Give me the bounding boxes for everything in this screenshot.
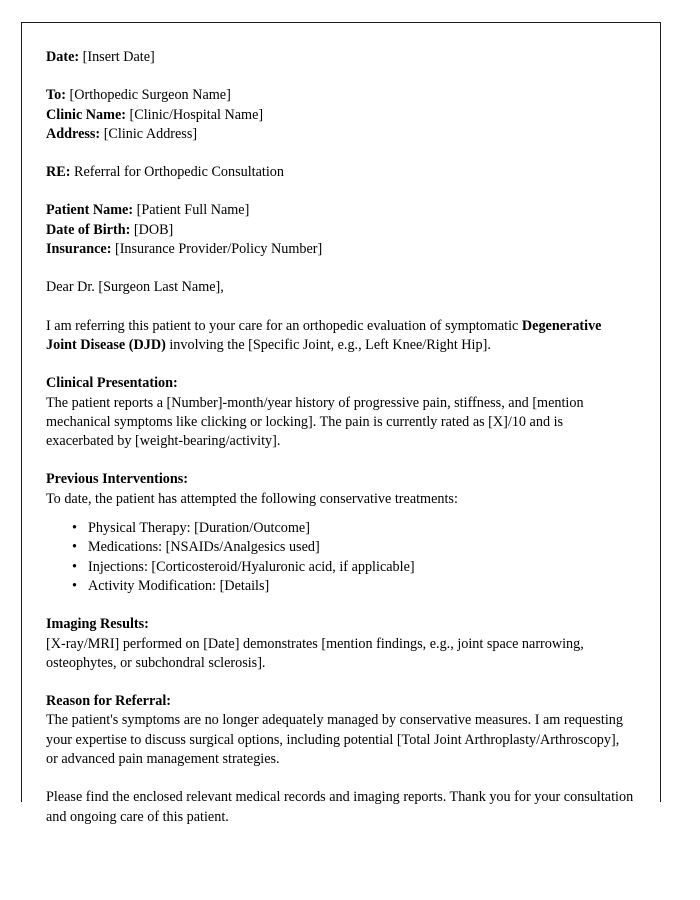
intro-diagnosis-emphasis: Degenerative Joint Disease (DJD) — [46, 317, 602, 353]
patient-name-label: Patient Name: — [46, 202, 134, 219]
intro-paragraph — [46, 317, 634, 356]
date-value: [Insert Date] — [82, 49, 155, 65]
section-heading-imaging-results: Imaging Results: — [46, 616, 149, 633]
list-item: • Injections: [Corticosteroid/Hyaluronic acid, if applicable] — [88, 558, 634, 577]
section-body-previous-interventions: To date, the patient has attempted the following conservative treatments: — [46, 490, 458, 507]
section-body-imaging-results: [X-ray/MRI] performed on [Date] demonstrates [mention findings, e.g., joint space narrowing, osteophytes, or subchondral sclerosis]. — [46, 635, 584, 671]
spacer — [46, 596, 634, 615]
recipient-address-label: Address: — [46, 125, 101, 142]
section-body-reason-for-referral: The patient's symptoms are no longer adequately managed by conservative measures. I am requesting your expertise to discuss surgical options, including potential [Total Joint Arthroplasty/Arthroscopy], or advanced pain management strategies. — [46, 712, 623, 768]
spacer — [46, 182, 634, 201]
list-item: • Medications: [NSAIDs/Analgesics used] — [88, 538, 634, 557]
recipient-clinic-name-value: [Clinic/Hospital Name] — [129, 106, 264, 123]
section-heading-previous-interventions: Previous Interventions: — [46, 471, 188, 488]
spacer — [46, 673, 634, 692]
spacer — [46, 144, 634, 163]
closing-paragraph: Please find the enclosed relevant medical records and imaging reports. Thank you for your consultation and ongoing care of this patient. — [46, 789, 634, 825]
spacer — [46, 259, 634, 278]
spacer — [46, 298, 634, 317]
intro-text-before: I am referring this patient to your care for an orthopedic evaluation of symptomatic — [46, 317, 522, 334]
recipient-to-field — [46, 86, 634, 105]
section-body-clinical-presentation: The patient reports a [Number]-month/year history of progressive pain, stiffness, and [mention mechanical symptoms like clicking or locking]. The pain is currently rated as [X]/10 and is exacerbated by [weight-bearing/activity]. — [46, 394, 584, 450]
section-heading-clinical-presentation: Clinical Presentation: — [46, 375, 178, 392]
list-item: • Physical Therapy: [Duration/Outcome] — [88, 519, 634, 538]
subject-field — [46, 163, 634, 182]
spacer — [46, 355, 634, 374]
patient-insurance-value: [Insurance Provider/Policy Number] — [114, 241, 323, 258]
patient-dob-value: [DOB] — [133, 221, 174, 238]
recipient-address-field — [46, 125, 634, 144]
section-reason-for-referral — [46, 692, 634, 769]
recipient-clinic-name-field — [46, 106, 634, 125]
subject-label: RE: — [46, 164, 71, 181]
recipient-to-label: To: — [46, 87, 66, 104]
closing-paragraph-group — [46, 788, 634, 827]
recipient-address-value: [Clinic Address] — [103, 125, 198, 142]
patient-dob-field — [46, 221, 634, 240]
date-label: Date: — [46, 49, 80, 65]
patient-dob-label: Date of Birth: — [46, 221, 131, 238]
date-field-group — [46, 48, 634, 67]
spacer — [46, 67, 634, 86]
section-imaging-results — [46, 615, 634, 673]
recipient-clinic-name-label: Clinic Name: — [46, 106, 126, 123]
date-field — [46, 48, 634, 67]
referral-letter-body — [46, 48, 634, 827]
intro-paragraph-group — [46, 317, 634, 356]
previous-interventions-list — [46, 519, 634, 596]
patient-insurance-field — [46, 240, 634, 259]
intro-text-after: involving the [Specific Joint, e.g., Left Knee/Right Hip]. — [165, 336, 491, 353]
section-heading-reason-for-referral: Reason for Referral: — [46, 693, 172, 710]
recipient-to-value: [Orthopedic Surgeon Name] — [69, 87, 231, 104]
patient-name-field — [46, 201, 634, 220]
section-clinical-presentation — [46, 374, 634, 451]
patient-insurance-label: Insurance: — [46, 241, 112, 258]
recipient-field-group — [46, 86, 634, 144]
subject-line-group — [46, 163, 634, 182]
list-item: • Activity Modification: [Details] — [88, 577, 634, 596]
patient-field-group — [46, 201, 634, 259]
subject-value: Referral for Orthopedic Consultation — [73, 164, 284, 181]
spacer — [46, 451, 634, 470]
spacer — [46, 769, 634, 788]
salutation-group — [46, 278, 634, 297]
patient-name-value: [Patient Full Name] — [136, 202, 250, 219]
spacer — [46, 509, 634, 519]
salutation: Dear Dr. [Surgeon Last Name], — [46, 279, 224, 296]
section-previous-interventions — [46, 470, 634, 596]
